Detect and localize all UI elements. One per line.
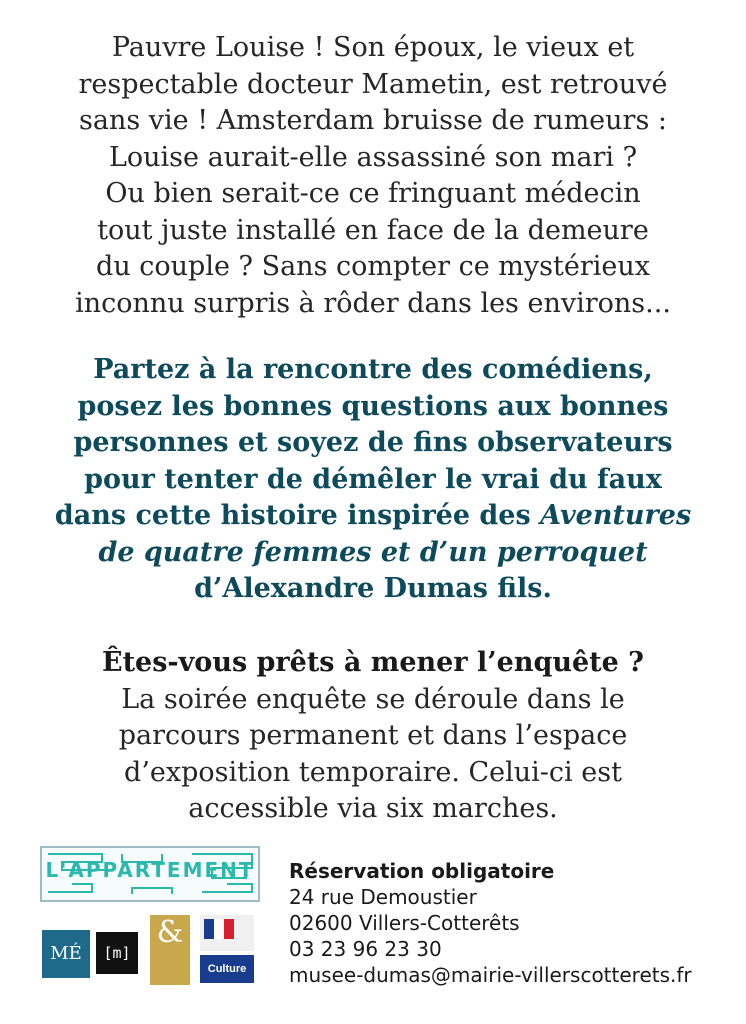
enquete-line: La soirée enquête se déroule dans le	[121, 683, 625, 715]
contact-block	[289, 858, 729, 988]
reservation-title: Réservation obligatoire	[289, 859, 555, 883]
intro-line: du couple ? Sans compter ce mystérieux	[96, 251, 650, 282]
enquete-line: parcours permanent et dans l’espace	[118, 720, 628, 751]
m-logo-icon: [m]	[96, 932, 138, 974]
enquete-paragraph	[40, 645, 706, 828]
intro-line: respectable docteur Mametin, est retrouvé	[78, 68, 668, 100]
enquete-line: d’exposition temporaire. Celui-ci est	[124, 756, 622, 788]
phone-number: 03 23 96 23 30	[289, 937, 442, 961]
call-to-action-paragraph	[40, 352, 706, 608]
cta-line: Partez à la rencontre des comédiens,	[93, 354, 653, 385]
cta-line: d’Alexandre Dumas fils.	[194, 573, 552, 604]
intro-line: sans vie ! Amsterdam bruisse de rumeurs :	[79, 105, 667, 136]
book-title-part: Aventures	[540, 500, 692, 531]
maze-logo-text: L'APPARTEMENT	[45, 858, 255, 882]
email-address[interactable]: musee-dumas@mairie-villerscotterets.fr	[289, 963, 692, 987]
ampersand-logo-icon: &	[150, 915, 190, 985]
cta-line: pour tenter de démêler le vrai du faux	[84, 463, 662, 495]
address-street: 24 rue Demoustier	[289, 885, 477, 909]
republique-logo-icon	[200, 915, 254, 951]
culture-logo-icon: Culture	[200, 955, 254, 983]
intro-line: Pauvre Louise ! Son époux, le vieux et	[111, 32, 635, 63]
french-flag-icon	[204, 919, 234, 939]
intro-line: Ou bien serait-ce ce fringuant médecin	[105, 178, 641, 209]
intro-paragraph	[40, 30, 706, 322]
musee-logo-icon: MÉ	[42, 930, 90, 978]
cta-line: dans cette histoire inspirée des	[54, 500, 541, 531]
cta-line: personnes et soyez de fins observateurs	[73, 427, 673, 458]
address-city: 02600 Villers-Cotterêts	[289, 911, 520, 935]
intro-line: tout juste installé en face de la demeure	[97, 214, 649, 246]
maze-logo-icon	[40, 846, 260, 902]
book-title-part: de quatre femmes et d’un perroquet	[98, 536, 648, 568]
intro-line: inconnu surpris à rôder dans les environs...	[75, 287, 671, 319]
intro-line: Louise aurait-elle assassiné son mari ?	[108, 141, 638, 173]
cta-line: posez les bonnes questions aux bonnes	[77, 390, 669, 422]
enquete-question: Êtes-vous prêts à mener l’enquête ?	[101, 647, 645, 678]
enquete-line: accessible via six marches.	[188, 793, 558, 824]
